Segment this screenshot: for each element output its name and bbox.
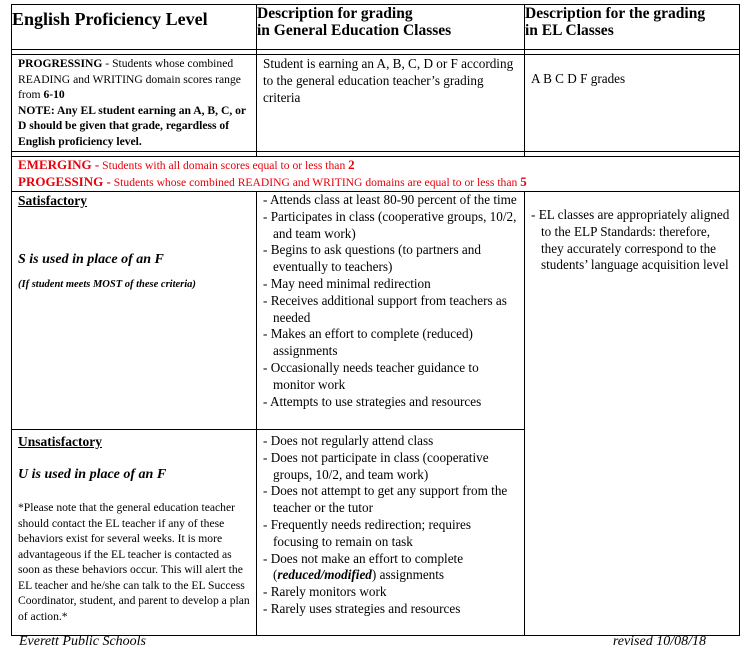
list-item: - Frequently needs redirection; requires focusing to remain on task	[263, 516, 471, 549]
list-item: - EL classes are appropriately aligned to the ELP Standards: therefore, they accurately correspond to the students’ language acquisition level	[531, 207, 730, 273]
header-el-line1: Description for the grading	[525, 5, 706, 22]
satisfactory-level-cell	[12, 192, 257, 430]
satisfactory-criteria-list	[263, 192, 518, 410]
progessing-title: PROGESSING -	[18, 173, 111, 189]
list-item	[263, 551, 518, 585]
header-row	[12, 5, 740, 50]
progessing-text: Students whose combined READING and WRITING domains are equal to or less than	[110, 175, 521, 189]
reduced-open: (	[273, 567, 278, 583]
list-item: - Does not attempt to get any support from the teacher or the tutor	[263, 483, 508, 516]
header-level: English Proficiency Level	[12, 5, 257, 50]
satisfactory-general-cell	[257, 192, 525, 430]
emerging-text: Students with all domain scores equal to or less than	[99, 159, 349, 172]
header-el	[525, 5, 740, 50]
list-item: - May need minimal redirection	[263, 275, 431, 291]
list-item: - Receives additional support from teachers as needed	[263, 292, 507, 325]
list-item: - Does not participate in class (cooperative groups, 10/2, and team work)	[263, 449, 489, 482]
unsatisfactory-title: Unsatisfactory	[18, 434, 102, 449]
list-item: - Attempts to use strategies and resources	[263, 393, 482, 409]
progressing-note: NOTE: Any EL student earning an A, B, C, or D should be given that grade, regardless of English proficiency level.	[18, 103, 246, 148]
progressing-range: 6-10	[43, 88, 65, 101]
list-item: - Rarely monitors work	[263, 584, 387, 600]
banner-cell	[12, 157, 740, 192]
satisfactory-rule: S is used in place of an F	[18, 252, 164, 267]
footer-right: revised 10/08/18	[612, 634, 706, 649]
list-item: - Makes an effort to complete (reduced) assignments	[263, 326, 473, 359]
unsatisfactory-note: *Please note that the general education teacher should contact the EL teacher if any of these behaviors exist for several weeks. It is more advantageous if the EL teacher is contacted as soon as these behaviors occur. This will alert the EL teacher and he/she can talk to the EL Success Coordinator, student, and parent to develop a plan of action.*	[18, 501, 250, 623]
header-el-line2: in EL Classes	[525, 22, 614, 39]
satisfactory-title: Satisfactory	[18, 193, 87, 208]
progressing-row	[12, 55, 740, 152]
progressing-level-cell	[12, 55, 257, 152]
el-standards-list	[531, 207, 733, 274]
emerging-value: 2	[348, 157, 355, 172]
reduced-close: ) assignments	[371, 567, 445, 583]
header-general	[257, 5, 525, 50]
emerging-title: EMERGING -	[18, 157, 100, 172]
footer-left: Everett Public Schools	[19, 634, 146, 649]
unsatisfactory-rule: U is used in place of an F	[18, 467, 167, 482]
el-standards-cell	[525, 192, 740, 636]
progressing-text: - Students whose combined READING and WRITING domain scores range from	[18, 57, 241, 101]
list-item: - Occasionally needs teacher guidance to monitor work	[263, 359, 479, 392]
satisfactory-criteria: (If student meets MOST of these criteria)	[18, 279, 196, 290]
header-general-line2: in General Education Classes	[257, 22, 452, 39]
progressing-general-cell: Student is earning an A, B, C, D or F according to the general education teacher’s grading criteria	[257, 55, 525, 152]
satisfactory-row	[12, 192, 740, 430]
emerging-line	[18, 157, 733, 174]
progressing-description	[18, 56, 252, 103]
progessing-value: 5	[520, 173, 527, 189]
list-item: - Begins to ask questions (to partners and eventually to teachers)	[263, 242, 481, 275]
list-item: - Participates in class (cooperative groups, 10/2, and team work)	[263, 208, 517, 241]
list-item-text: - Does not make an effort to complete	[263, 550, 464, 566]
banner-row	[12, 157, 740, 192]
unsatisfactory-criteria-list	[263, 433, 518, 618]
progressing-title: PROGRESSING	[18, 57, 103, 70]
list-item: - Rarely uses strategies and resources	[263, 600, 461, 616]
progessing-line	[18, 174, 733, 191]
reduced-modified: reduced/modified	[277, 567, 372, 583]
list-item: - Does not regularly attend class	[263, 433, 434, 448]
unsatisfactory-general-cell	[257, 430, 525, 636]
grading-table	[11, 4, 740, 636]
unsatisfactory-level-cell	[12, 430, 257, 636]
progressing-el-cell: A B C D F grades	[525, 55, 740, 152]
header-general-line1: Description for grading	[257, 5, 413, 22]
list-item: - Attends class at least 80-90 percent of the time	[263, 192, 517, 207]
